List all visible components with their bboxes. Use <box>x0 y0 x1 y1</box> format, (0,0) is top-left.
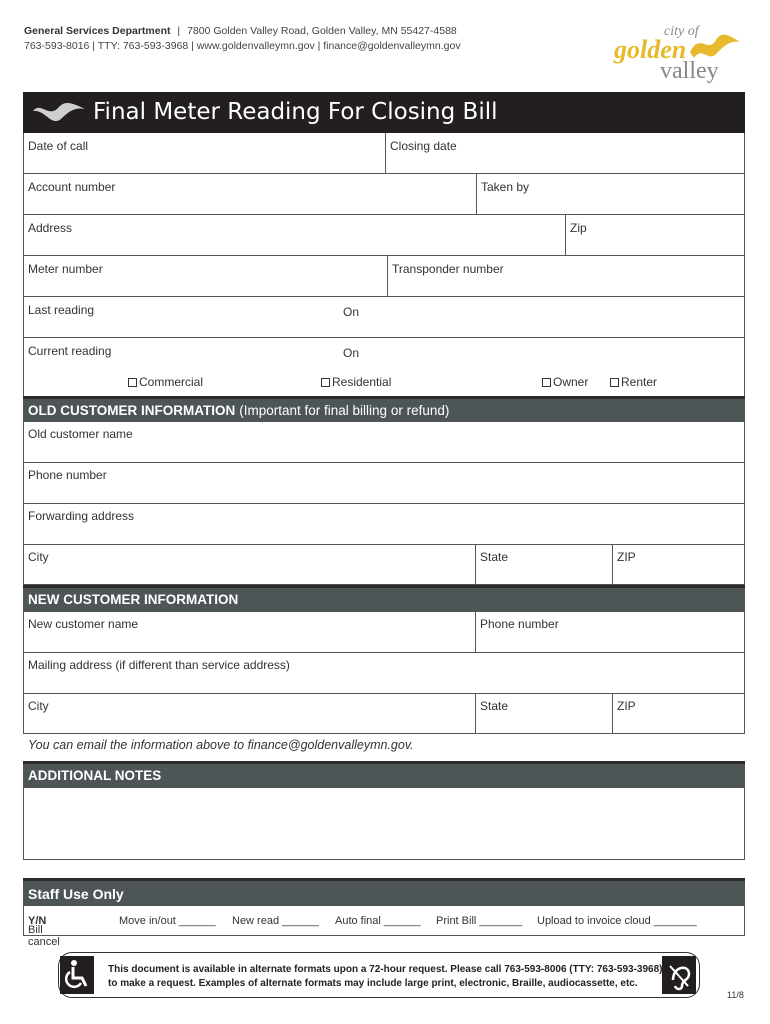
row-last-reading[interactable] <box>24 297 744 338</box>
accessibility-line-2: to make a request. Examples of alternate formats may include large print, electronic, Braille, audiocassette, etc. <box>108 978 638 989</box>
print-bill-field[interactable]: Print Bill _______ <box>436 915 523 927</box>
mailing-address-field[interactable] <box>24 653 744 694</box>
residential-checkbox[interactable] <box>321 375 391 389</box>
header-contact <box>24 24 461 54</box>
meter-info-block <box>23 133 745 396</box>
new-city-row <box>24 694 744 734</box>
old-zip-label: ZIP <box>617 550 636 564</box>
old-zip-field[interactable] <box>613 545 744 584</box>
swoosh-icon <box>31 97 87 125</box>
header-separator: | <box>177 25 181 37</box>
current-reading-label: Current reading <box>28 344 112 358</box>
checkbox-square <box>128 378 137 387</box>
taken-by-field[interactable] <box>477 174 744 214</box>
last-reading-label: Last reading <box>28 303 95 317</box>
new-city-field[interactable] <box>24 694 476 733</box>
account-number-field[interactable] <box>24 174 477 214</box>
owner-checkbox[interactable] <box>542 375 588 389</box>
old-phone-field[interactable] <box>24 463 744 504</box>
move-in-out-field[interactable]: Move in/out ______ <box>119 915 216 927</box>
commercial-checkbox[interactable] <box>128 375 203 389</box>
old-customer-name-label: Old customer name <box>28 427 133 441</box>
new-city-label: City <box>28 699 49 713</box>
wheelchair-icon <box>60 956 94 994</box>
old-customer-section-header <box>23 396 745 422</box>
checkbox-square <box>542 378 551 387</box>
address-label: Address <box>28 221 73 235</box>
zip-label: Zip <box>570 221 587 235</box>
new-read-field[interactable]: New read ______ <box>232 915 319 927</box>
residential-label: Residential <box>332 375 392 389</box>
header-line-1 <box>24 24 461 39</box>
new-state-field[interactable] <box>476 694 613 733</box>
address-field[interactable] <box>24 215 566 255</box>
new-name-row <box>24 612 744 653</box>
account-number-label: Account number <box>28 180 116 194</box>
new-phone-label: Phone number <box>480 617 559 631</box>
new-phone-field[interactable] <box>476 612 744 652</box>
bill-cancel-label: Bill cancel <box>28 924 60 948</box>
accessibility-text <box>108 963 662 991</box>
old-customer-subheading: (Important for final billing or refund) <box>239 403 450 418</box>
new-zip-field[interactable] <box>613 694 744 733</box>
form-title: Final Meter Reading For Closing Bill <box>93 99 498 125</box>
renter-checkbox[interactable] <box>610 375 657 389</box>
row-account <box>24 174 744 215</box>
new-customer-block <box>23 612 745 734</box>
logo-golden: golden <box>614 35 687 64</box>
closing-date-field[interactable] <box>386 133 744 173</box>
old-customer-heading: OLD CUSTOMER INFORMATION <box>28 403 236 418</box>
checkbox-square <box>321 378 330 387</box>
email-note: You can email the information above to finance@goldenvalleymn.gov. <box>28 738 414 752</box>
closing-date-label: Closing date <box>390 139 457 153</box>
department-address: 7800 Golden Valley Road, Golden Valley, MN 55427-4588 <box>187 25 457 37</box>
date-of-call-field[interactable] <box>24 133 386 173</box>
current-reading-on-label: On <box>343 346 360 360</box>
additional-notes-heading: ADDITIONAL NOTES <box>28 768 162 783</box>
new-state-label: State <box>480 699 509 713</box>
logo-valley: valley <box>660 58 719 84</box>
upload-invoice-field[interactable]: Upload to invoice cloud _______ <box>537 915 697 927</box>
old-state-field[interactable] <box>476 545 613 584</box>
meter-number-field[interactable] <box>24 256 388 296</box>
row-address <box>24 215 744 256</box>
checkbox-square <box>610 378 619 387</box>
additional-notes-field[interactable] <box>23 788 745 860</box>
last-reading-on-label: On <box>343 305 360 319</box>
zip-field[interactable] <box>566 215 744 255</box>
form-title-bar <box>23 92 745 133</box>
staff-use-heading: Staff Use Only <box>28 886 124 902</box>
staff-use-header <box>23 878 745 906</box>
meter-number-label: Meter number <box>28 262 103 276</box>
document-code: 11/8 <box>727 990 744 1000</box>
row-meter <box>24 256 744 297</box>
old-city-label: City <box>28 550 49 564</box>
transponder-number-label: Transponder number <box>392 262 504 276</box>
forwarding-address-label: Forwarding address <box>28 509 135 523</box>
department-name: General Services Department <box>24 25 171 37</box>
row-current-reading[interactable] <box>24 338 744 396</box>
owner-label: Owner <box>553 375 589 389</box>
new-customer-section-header <box>23 585 745 612</box>
new-customer-heading: NEW CUSTOMER INFORMATION <box>28 592 239 607</box>
bill-cancel-yn: Y/N <box>28 915 47 927</box>
old-city-row <box>24 545 744 585</box>
accessibility-line-1: This document is available in alternate formats upon a 72-hour request. Please call 763-593-8006 (TTY: 763-593-3968) <box>108 964 663 975</box>
old-city-field[interactable] <box>24 545 476 584</box>
old-phone-label: Phone number <box>28 468 107 482</box>
old-state-label: State <box>480 550 509 564</box>
hearing-assistance-icon <box>662 956 696 994</box>
header-line-2: 763-593-8016 | TTY: 763-593-3968 | www.goldenvalleymn.gov | finance@goldenvalleymn.gov <box>24 40 461 52</box>
row-dates <box>24 133 744 174</box>
date-of-call-label: Date of call <box>28 139 89 153</box>
new-customer-name-field[interactable] <box>24 612 476 652</box>
new-customer-name-label: New customer name <box>28 617 139 631</box>
city-logo <box>612 18 744 86</box>
bill-cancel-field[interactable] <box>28 915 60 948</box>
transponder-number-field[interactable] <box>388 256 744 296</box>
logo-city-of: city of <box>664 24 699 39</box>
renter-label: Renter <box>621 375 658 389</box>
commercial-label: Commercial <box>139 375 204 389</box>
new-zip-label: ZIP <box>617 699 636 713</box>
auto-final-field[interactable]: Auto final ______ <box>335 915 421 927</box>
forwarding-address-field[interactable] <box>24 504 744 545</box>
old-customer-name-field[interactable] <box>24 422 744 463</box>
old-customer-block <box>23 422 745 585</box>
additional-notes-header <box>23 761 745 788</box>
mailing-address-label: Mailing address (if different than service address) <box>28 658 290 672</box>
staff-use-row <box>23 906 745 948</box>
taken-by-label: Taken by <box>481 180 530 194</box>
